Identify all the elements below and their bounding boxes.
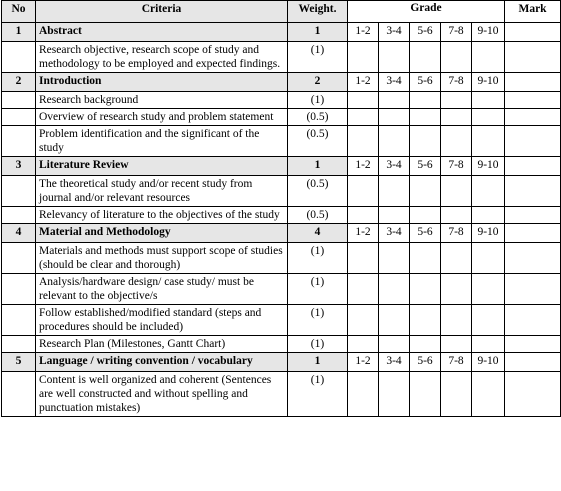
mark-cell[interactable] [505, 73, 561, 92]
section-weight: 2 [288, 73, 348, 92]
item-number-cell [2, 305, 36, 336]
criteria-item-row [2, 207, 561, 224]
mark-cell[interactable] [505, 224, 561, 243]
grade-cell [441, 42, 472, 73]
grade-cell [441, 126, 472, 157]
section-title: Language / writing convention / vocabulary [36, 353, 288, 372]
grade-cell [472, 305, 505, 336]
grade-cell [472, 274, 505, 305]
grade-cell [379, 336, 410, 353]
grade-cell [410, 109, 441, 126]
grade-option-7-8[interactable]: 7-8 [441, 73, 472, 92]
grade-cell [441, 92, 472, 109]
grade-cell [348, 207, 379, 224]
grade-option-9-10[interactable]: 9-10 [472, 157, 505, 176]
section-title: Material and Methodology [36, 224, 288, 243]
grade-option-5-6[interactable]: 5-6 [410, 224, 441, 243]
grade-cell [348, 42, 379, 73]
section-weight: 4 [288, 224, 348, 243]
grade-cell [472, 372, 505, 417]
grade-option-5-6[interactable]: 5-6 [410, 157, 441, 176]
section-weight: 1 [288, 157, 348, 176]
criteria-item-weight: (1) [288, 305, 348, 336]
header-row [2, 1, 561, 23]
grade-cell [410, 207, 441, 224]
grade-cell [441, 176, 472, 207]
grade-cell [410, 176, 441, 207]
criteria-item-text: Follow established/modified standard (steps and procedures should be included) [36, 305, 288, 336]
mark-cell[interactable] [505, 353, 561, 372]
grade-cell [441, 274, 472, 305]
mark-cell [505, 109, 561, 126]
grade-cell [472, 109, 505, 126]
grade-option-3-4[interactable]: 3-4 [379, 353, 410, 372]
mark-cell [505, 372, 561, 417]
criteria-item-row [2, 305, 561, 336]
item-number-cell [2, 243, 36, 274]
mark-cell [505, 243, 561, 274]
item-number-cell [2, 109, 36, 126]
mark-cell [505, 126, 561, 157]
grade-cell [348, 372, 379, 417]
section-number: 4 [2, 224, 36, 243]
item-number-cell [2, 207, 36, 224]
criteria-item-text: Problem identification and the significant of the study [36, 126, 288, 157]
grade-cell [472, 243, 505, 274]
grade-option-7-8[interactable]: 7-8 [441, 157, 472, 176]
mark-cell [505, 92, 561, 109]
criteria-item-weight: (1) [288, 243, 348, 274]
section-weight: 1 [288, 23, 348, 42]
criteria-item-text: Relevancy of literature to the objectives of the study [36, 207, 288, 224]
grade-cell [441, 207, 472, 224]
item-number-cell [2, 336, 36, 353]
grade-option-3-4[interactable]: 3-4 [379, 157, 410, 176]
mark-cell[interactable] [505, 23, 561, 42]
mark-cell [505, 176, 561, 207]
criteria-item-weight: (1) [288, 274, 348, 305]
grade-cell [472, 126, 505, 157]
grade-cell [410, 126, 441, 157]
section-number: 5 [2, 353, 36, 372]
grade-cell [379, 274, 410, 305]
grade-option-9-10[interactable]: 9-10 [472, 353, 505, 372]
section-row [2, 157, 561, 176]
criteria-item-row [2, 42, 561, 73]
grade-option-1-2[interactable]: 1-2 [348, 157, 379, 176]
criteria-item-text: The theoretical study and/or recent study from journal and/or relevant resources [36, 176, 288, 207]
grade-cell [379, 305, 410, 336]
criteria-item-text: Research background [36, 92, 288, 109]
criteria-item-weight: (0.5) [288, 207, 348, 224]
grade-cell [379, 372, 410, 417]
grade-cell [410, 336, 441, 353]
section-row [2, 224, 561, 243]
item-number-cell [2, 126, 36, 157]
grade-cell [348, 243, 379, 274]
mark-cell[interactable] [505, 157, 561, 176]
grade-cell [410, 42, 441, 73]
criteria-table [1, 0, 561, 417]
item-number-cell [2, 372, 36, 417]
criteria-item-weight: (1) [288, 336, 348, 353]
header-criteria: Criteria [36, 1, 288, 23]
grade-option-1-2[interactable]: 1-2 [348, 353, 379, 372]
section-number: 3 [2, 157, 36, 176]
criteria-item-weight: (1) [288, 92, 348, 109]
criteria-item-weight: (0.5) [288, 126, 348, 157]
mark-cell [505, 274, 561, 305]
mark-cell [505, 207, 561, 224]
criteria-item-weight: (1) [288, 42, 348, 73]
grade-option-5-6[interactable]: 5-6 [410, 353, 441, 372]
grade-cell [472, 176, 505, 207]
mark-cell [505, 305, 561, 336]
criteria-item-row [2, 92, 561, 109]
grade-cell [410, 243, 441, 274]
grade-option-5-6[interactable]: 5-6 [410, 73, 441, 92]
header-no: No [2, 1, 36, 23]
grade-cell [472, 207, 505, 224]
grade-cell [441, 243, 472, 274]
grade-cell [472, 336, 505, 353]
criteria-item-text: Content is well organized and coherent (Sentences are well constructed and without spelling and punctuation mistakes) [36, 372, 288, 417]
grade-cell [379, 126, 410, 157]
grade-cell [379, 243, 410, 274]
criteria-item-text: Research objective, research scope of study and methodology to be employed and expected findings. [36, 42, 288, 73]
grade-cell [348, 305, 379, 336]
section-title: Literature Review [36, 157, 288, 176]
criteria-item-row [2, 126, 561, 157]
criteria-item-text: Materials and methods must support scope of studies (should be clear and thorough) [36, 243, 288, 274]
grade-option-1-2[interactable]: 1-2 [348, 224, 379, 243]
grade-option-7-8[interactable]: 7-8 [441, 23, 472, 42]
grade-cell [348, 176, 379, 207]
section-title: Introduction [36, 73, 288, 92]
grade-cell [348, 109, 379, 126]
grade-option-7-8[interactable]: 7-8 [441, 353, 472, 372]
section-title: Abstract [36, 23, 288, 42]
header-grade: Grade [348, 1, 505, 23]
grade-option-9-10[interactable]: 9-10 [472, 73, 505, 92]
grade-cell [379, 109, 410, 126]
grade-cell [348, 92, 379, 109]
criteria-item-row [2, 372, 561, 417]
grade-cell [348, 336, 379, 353]
item-number-cell [2, 176, 36, 207]
section-number: 2 [2, 73, 36, 92]
grade-cell [379, 92, 410, 109]
criteria-item-row [2, 109, 561, 126]
grade-option-1-2[interactable]: 1-2 [348, 23, 379, 42]
grade-option-3-4[interactable]: 3-4 [379, 224, 410, 243]
criteria-item-row [2, 176, 561, 207]
grade-cell [472, 42, 505, 73]
grade-cell [410, 305, 441, 336]
mark-cell [505, 336, 561, 353]
grade-cell [441, 336, 472, 353]
criteria-item-weight: (1) [288, 372, 348, 417]
grade-cell [379, 42, 410, 73]
grade-cell [441, 305, 472, 336]
item-number-cell [2, 92, 36, 109]
grade-cell [410, 372, 441, 417]
grade-cell [410, 92, 441, 109]
criteria-item-text: Overview of research study and problem statement [36, 109, 288, 126]
criteria-item-weight: (0.5) [288, 109, 348, 126]
criteria-item-row [2, 243, 561, 274]
grade-option-3-4[interactable]: 3-4 [379, 73, 410, 92]
grade-option-9-10[interactable]: 9-10 [472, 224, 505, 243]
section-weight: 1 [288, 353, 348, 372]
item-number-cell [2, 42, 36, 73]
grade-cell [441, 109, 472, 126]
grade-cell [379, 176, 410, 207]
grade-cell [379, 207, 410, 224]
header-mark: Mark [505, 1, 561, 23]
grade-option-9-10[interactable]: 9-10 [472, 23, 505, 42]
section-row [2, 353, 561, 372]
grade-cell [472, 92, 505, 109]
section-row [2, 73, 561, 92]
criteria-item-text: Analysis/hardware design/ case study/ must be relevant to the objective/s [36, 274, 288, 305]
grade-option-1-2[interactable]: 1-2 [348, 73, 379, 92]
section-row [2, 23, 561, 42]
criteria-item-row [2, 336, 561, 353]
criteria-item-row [2, 274, 561, 305]
criteria-item-text: Research Plan (Milestones, Gantt Chart) [36, 336, 288, 353]
mark-cell [505, 42, 561, 73]
grade-option-5-6[interactable]: 5-6 [410, 23, 441, 42]
grade-option-3-4[interactable]: 3-4 [379, 23, 410, 42]
criteria-item-weight: (0.5) [288, 176, 348, 207]
grade-cell [441, 372, 472, 417]
grade-cell [410, 274, 441, 305]
section-number: 1 [2, 23, 36, 42]
grade-cell [348, 126, 379, 157]
header-weight: Weight. [288, 1, 348, 23]
grade-cell [348, 274, 379, 305]
grade-option-7-8[interactable]: 7-8 [441, 224, 472, 243]
item-number-cell [2, 274, 36, 305]
